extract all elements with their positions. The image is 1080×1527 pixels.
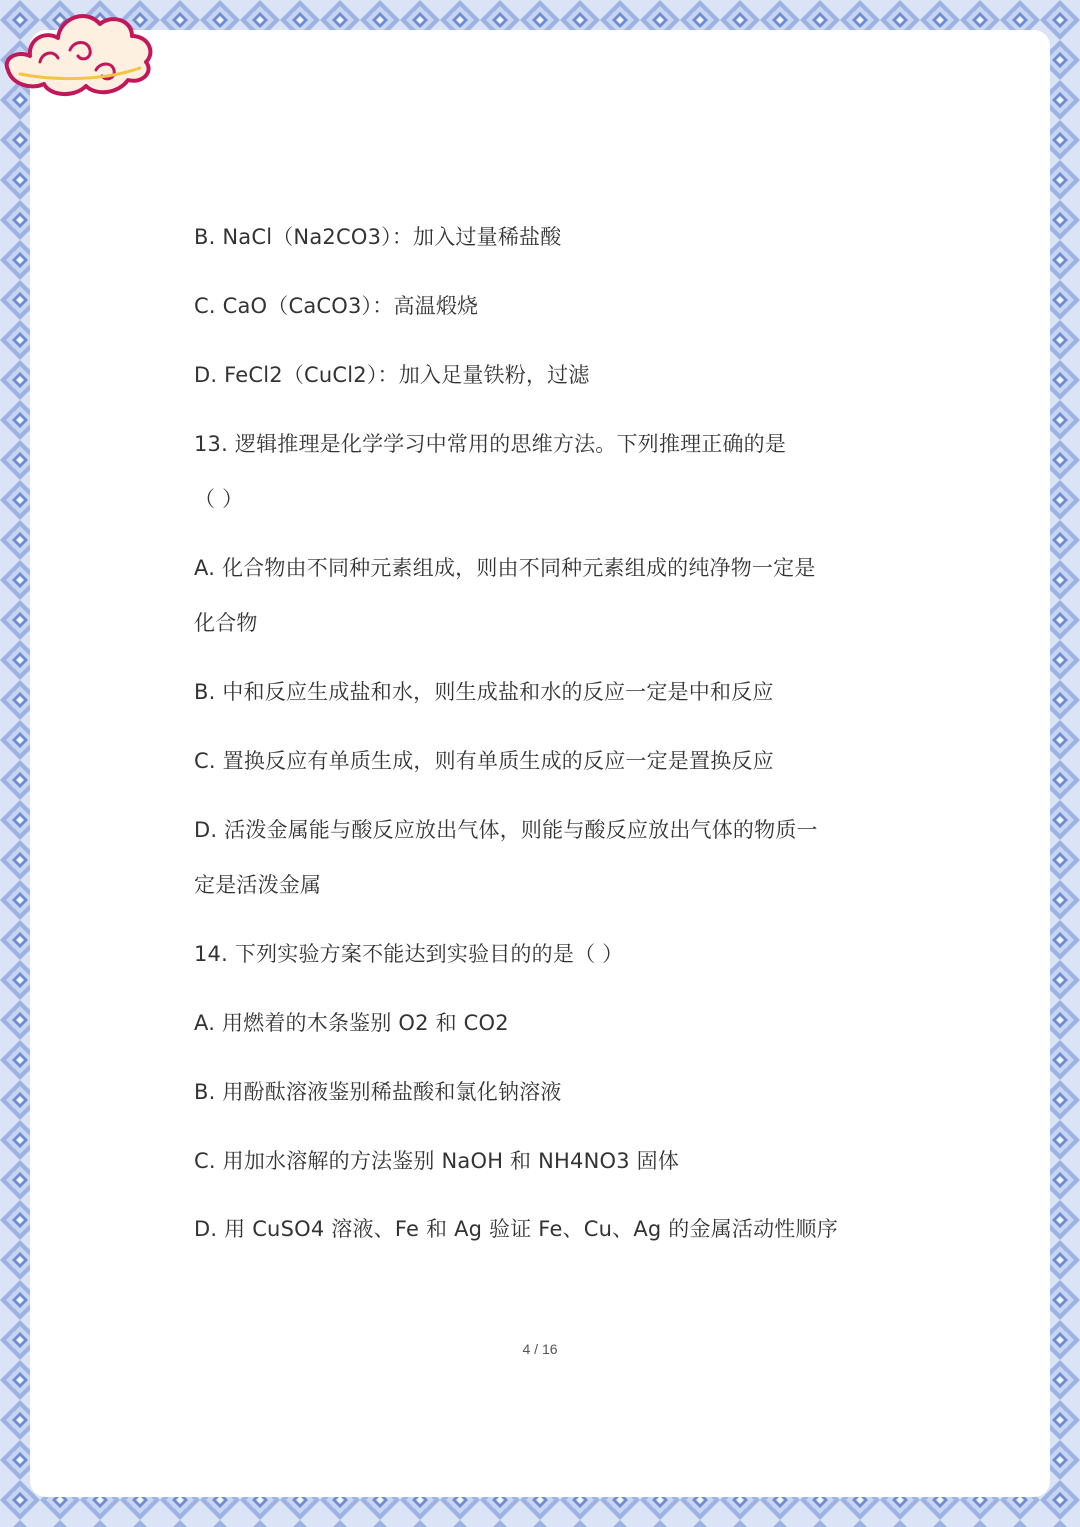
q12-option-b: B. NaCl（Na2CO3）：加入过量稀盐酸 (194, 225, 562, 249)
q14-stem: 14. 下列实验方案不能达到实验目的的是（ ） (194, 942, 624, 966)
q14-option-c: C. 用加水溶解的方法鉴别 NaOH 和 NH4NO3 固体 (194, 1149, 680, 1173)
q13-stem-line2: （ ） (194, 487, 244, 511)
q14-option-b: B. 用酚酞溶液鉴别稀盐酸和氯化钠溶液 (194, 1080, 562, 1104)
q13-option-d-line2: 定是活泼金属 (194, 873, 322, 897)
q13-option-d-line1: D. 活泼金属能与酸反应放出气体，则能与酸反应放出气体的物质一 (194, 818, 818, 842)
q13-option-b: B. 中和反应生成盐和水，则生成盐和水的反应一定是中和反应 (194, 680, 774, 704)
q14-option-d: D. 用 CuSO4 溶液、Fe 和 Ag 验证 Fe、Cu、Ag 的金属活动性顺序 (194, 1217, 838, 1241)
q12-option-d: D. FeCl2（CuCl2）：加入足量铁粉，过滤 (194, 363, 590, 387)
q13-option-a-line1: A. 化合物由不同种元素组成，则由不同种元素组成的纯净物一定是 (194, 556, 816, 580)
auspicious-cloud-icon (0, 0, 160, 105)
q13-stem-line1: 13. 逻辑推理是化学学习中常用的思维方法。下列推理正确的是 (194, 432, 787, 456)
q12-option-c: C. CaO（CaCO3）：高温煅烧 (194, 294, 479, 318)
q13-option-a-line2: 化合物 (194, 611, 258, 635)
q13-option-c: C. 置换反应有单质生成，则有单质生成的反应一定是置换反应 (194, 749, 774, 773)
page-number: 4 / 16 (522, 1341, 558, 1357)
q14-option-a: A. 用燃着的木条鉴别 O2 和 CO2 (194, 1011, 509, 1035)
